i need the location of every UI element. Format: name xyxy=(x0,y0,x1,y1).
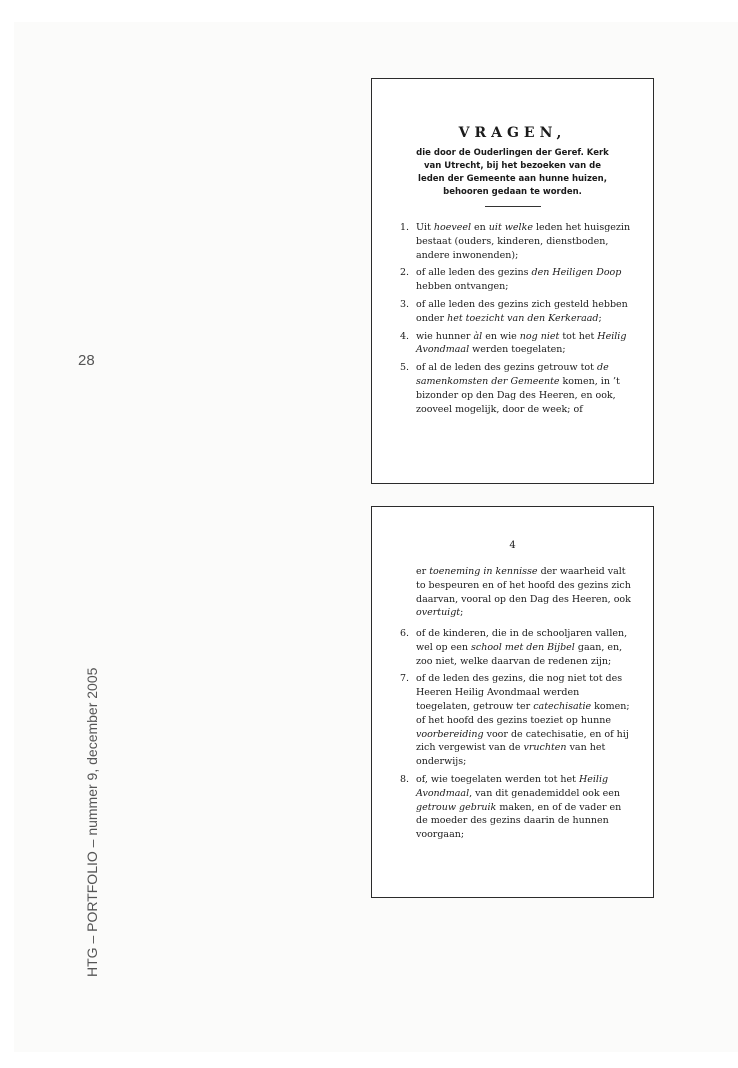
question-item xyxy=(400,773,633,842)
document-subtitle: die door de Ouderlingen der Geref. Kerk van Utrecht, bij het bezoeken van de leden der Gemeente aan hunne huizen, behooren gedaan te worden. xyxy=(416,148,609,197)
question-number: 4. xyxy=(400,330,410,342)
question-text: of alle leden des gezins den Heiligen Doop hebben ontvangen; xyxy=(416,267,622,293)
question-text: wie hunner àl en wie nog niet tot het Heilig Avondmaal werden toegelaten; xyxy=(416,330,627,356)
question-text: of alle leden des gezins zich gesteld hebben onder het toezicht van den Kerkeraad; xyxy=(416,298,628,324)
question-number: 2. xyxy=(400,267,410,279)
question-item xyxy=(400,672,633,769)
question-text: of de kinderen, die in de schooljaren vallen, wel op een school met den Bijbel gaan, en, zoo niet, welke daarvan de redenen zijn; xyxy=(416,628,628,667)
running-footer: HTG – PORTFOLIO – nummer 9, december 2005 xyxy=(84,667,100,977)
question-text: of de leden des gezins, die nog niet tot des Heeren Heilig Avondmaal werden toegelaten, getrouw ter catechisatie komen; of het hoofd des gezins toeziet op hunne voorbereiding voor de catechisatie, en of hij zich vergewist van de vruchten van het onderwijs; xyxy=(416,673,630,768)
document-title: VRAGEN, xyxy=(458,125,567,141)
continuation-text: er toeneming in kennisse der waarheid valt to bespeuren en of het hoofd des gezins zich daarvan, vooral op den Dag des Heeren, ook overtuigt; xyxy=(416,566,631,619)
title-divider xyxy=(485,206,541,207)
page-number: 28 xyxy=(78,352,95,369)
question-number: 3. xyxy=(400,298,410,310)
question-item xyxy=(400,298,633,326)
question-number: 6. xyxy=(400,628,410,639)
question-text: Uit hoeveel en uit welke leden het huisgezin bestaat (ouders, kinderen, dienstboden, andere inwonenden); xyxy=(416,222,631,261)
document-page-mark: 4 xyxy=(509,540,516,551)
question-item xyxy=(400,266,633,294)
question-item xyxy=(400,330,633,358)
question-number: 1. xyxy=(400,222,410,233)
question-list-part-2 xyxy=(400,627,633,846)
document-scan-part-1 xyxy=(371,78,654,484)
question-list-part-1 xyxy=(400,221,633,420)
question-item xyxy=(400,361,633,416)
question-item xyxy=(400,627,633,668)
question-item xyxy=(400,221,633,262)
question-number: 8. xyxy=(400,773,410,785)
question-number: 7. xyxy=(400,673,410,685)
question-text: of, wie toegelaten werden tot het Heilig Avondmaal, van dit genademiddel ook een getrouw gebruik maken, en of de vader en de moeder des gezins daarin de hunnen voorgaan; xyxy=(416,773,622,841)
question-number: 5. xyxy=(400,362,410,374)
document-scan-part-2 xyxy=(371,506,654,898)
question-text: of al de leden des gezins getrouw tot de samenkomsten der Gemeente komen, in ’t bizonder op den Dag des Heeren, en ook, zooveel mogelijk, door de week; of xyxy=(416,362,620,415)
